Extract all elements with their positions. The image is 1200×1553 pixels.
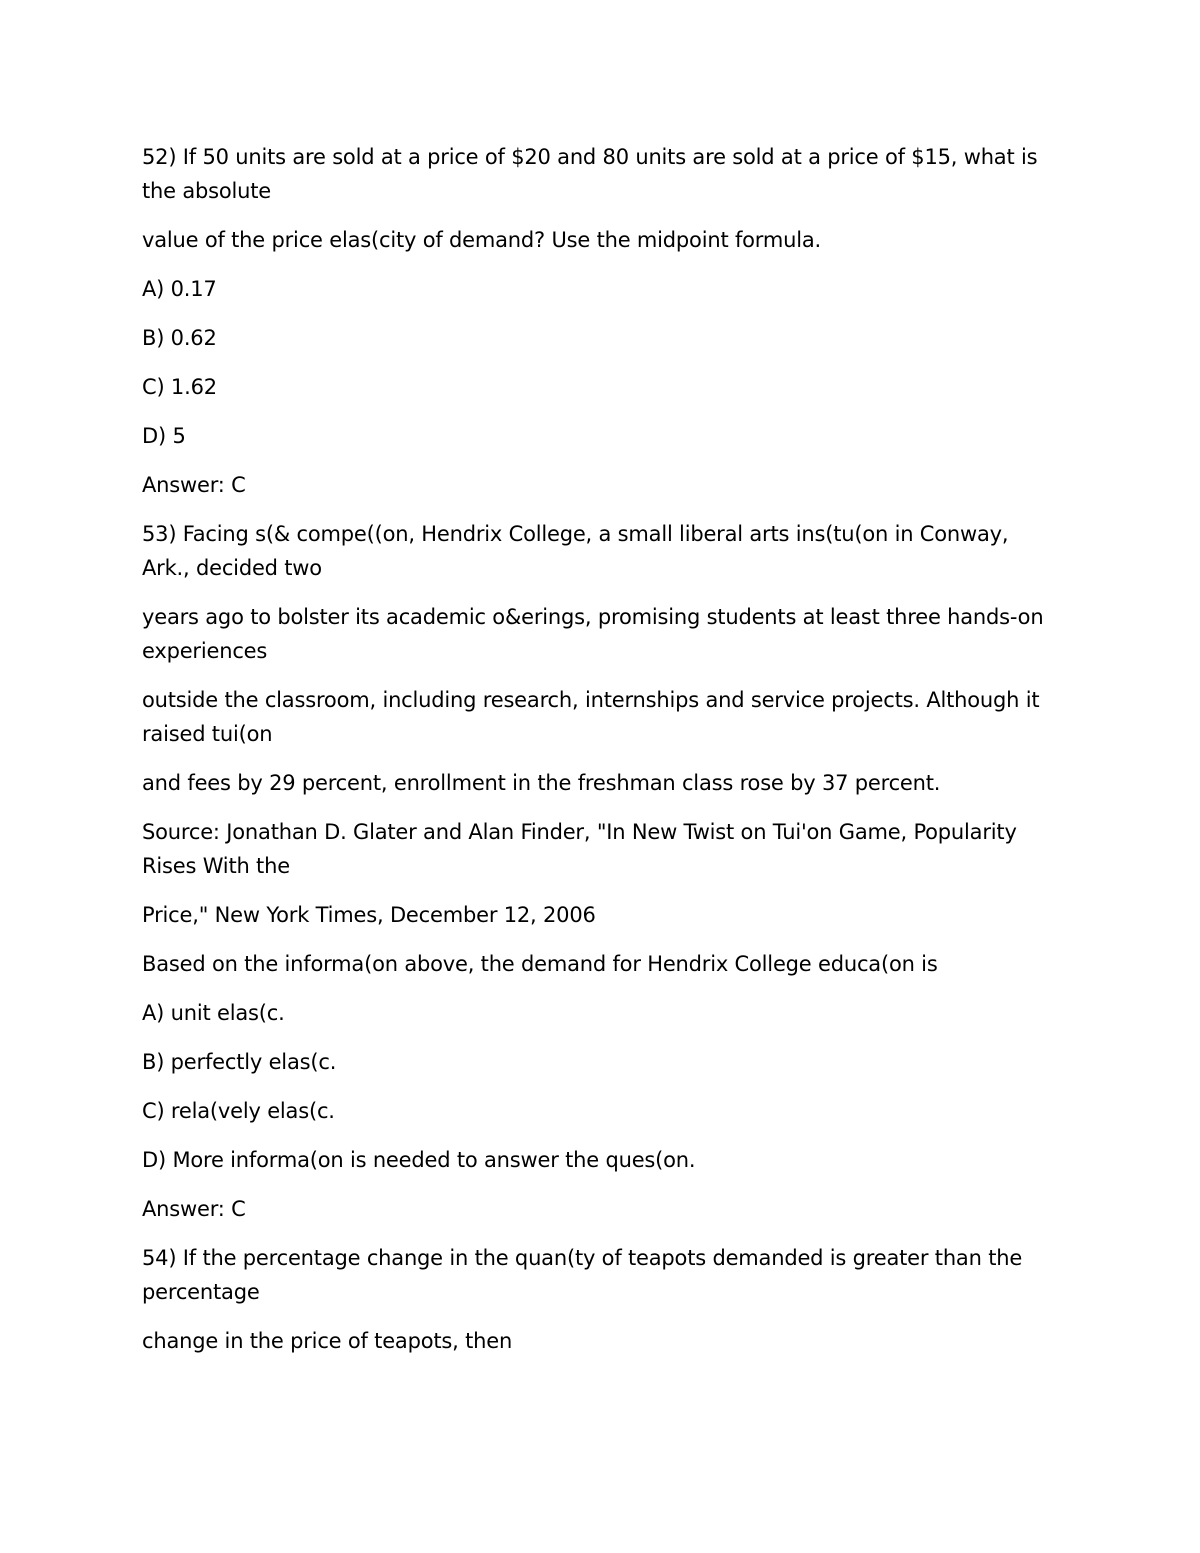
q53-prompt: Based on the informa(on above, the demand for Hendrix College educa(on is <box>142 952 938 976</box>
q53-source-line-2: Price," New York Times, December 12, 2006 <box>142 903 596 927</box>
q53-option-c: C) rela(vely elas(c. <box>142 1099 335 1123</box>
q53-stem-line-3: outside the classroom, including research, internships and service projects. Although it raised tui(on <box>142 688 1040 746</box>
document-page <box>142 140 1062 1373</box>
q52-answer: Answer: C <box>142 473 246 497</box>
q54-stem-line-2: change in the price of teapots, then <box>142 1329 513 1353</box>
q53-option-b: B) perfectly elas(c. <box>142 1050 337 1074</box>
q53-option-a: A) unit elas(c. <box>142 1001 285 1025</box>
q52-option-d: D) 5 <box>142 424 186 448</box>
q53-source-line-1: Source: Jonathan D. Glater and Alan Finder, "In New Twist on Tui'on Game, Popularity Rises With the <box>142 820 1017 878</box>
q52-option-a: A) 0.17 <box>142 277 217 301</box>
q52-stem-line-2: value of the price elas(city of demand? Use the midpoint formula. <box>142 228 822 252</box>
q52-option-b: B) 0.62 <box>142 326 217 350</box>
q53-answer: Answer: C <box>142 1197 246 1221</box>
q53-stem-line-2: years ago to bolster its academic o&erings, promising students at least three hands-on experiences <box>142 605 1044 663</box>
q52-stem-line-1: 52) If 50 units are sold at a price of $20 and 80 units are sold at a price of $15, what is the absolute <box>142 145 1038 203</box>
q53-option-d: D) More informa(on is needed to answer the ques(on. <box>142 1148 696 1172</box>
q53-stem-line-4: and fees by 29 percent, enrollment in the freshman class rose by 37 percent. <box>142 771 941 795</box>
q53-stem-line-1: 53) Facing s(& compe((on, Hendrix College, a small liberal arts ins(tu(on in Conway, Ark., decided two <box>142 522 1009 580</box>
q52-option-c: C) 1.62 <box>142 375 217 399</box>
q54-stem-line-1: 54) If the percentage change in the quan(ty of teapots demanded is greater than the percentage <box>142 1246 1023 1304</box>
